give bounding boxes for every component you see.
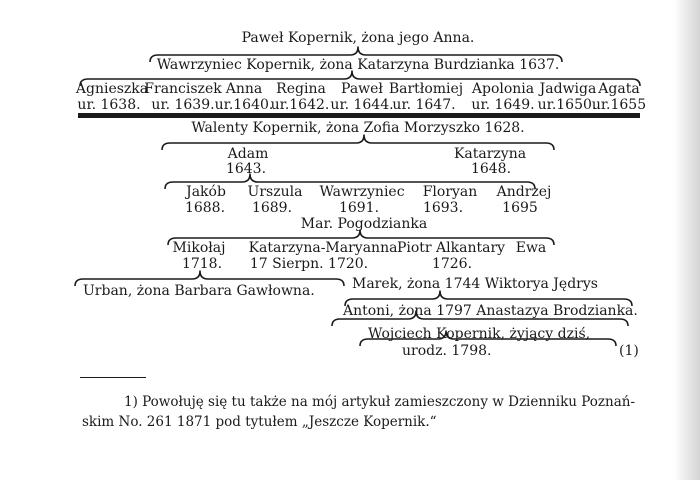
gen5-child-birth: 1695: [502, 200, 538, 216]
gen5-child-birth: 1693.: [422, 200, 464, 216]
gen3-child-birth: ur. 1649.: [471, 97, 535, 113]
gen6-child-birth: 1726.: [431, 256, 473, 272]
gen4-child-birth: 1648.: [470, 161, 512, 177]
gen8-couple: Antoni, żona 1797 Anastazya Brodzianka.: [343, 303, 638, 319]
gen3-child-name: Paweł: [341, 81, 383, 97]
gen5-child-name: Urszula: [247, 184, 303, 200]
gen3-child-name: Franciszek: [144, 81, 222, 97]
gen3-child-birth: ur. 1647.: [392, 97, 456, 113]
gen5-child-birth: 1691.: [338, 200, 380, 216]
gen3-child-birth: ur.1640.: [214, 97, 274, 113]
gen3-child-name: Apolonia: [471, 81, 535, 97]
gen3-child-birth: ur.1655: [591, 97, 647, 113]
gen3-child-name: Regina: [276, 81, 326, 97]
gen7-right-couple: Marek, żona 1744 Wiktorya Jędrys: [352, 276, 598, 292]
footnote-line-2: skim No. 261 1871 pod tytułem „Jeszcze Kopernik.“: [82, 414, 437, 430]
gen9-name: Wojciech Kopernik, żyjący dziś,: [368, 326, 591, 342]
separator-rule: [78, 113, 640, 118]
gen3-child-name: Agnieszka: [75, 81, 149, 97]
gen5-child-name: Wawrzyniec: [319, 184, 405, 200]
gen3-child-birth: ur.1642.: [270, 97, 330, 113]
gen5-child-name: Floryan: [422, 184, 478, 200]
gen3-child-birth: ur. 1639.: [151, 97, 215, 113]
gen3-child-name: Anna: [225, 81, 263, 97]
gen3-child-birth: ur. 1638.: [77, 97, 141, 113]
gen1-couple: Paweł Kopernik, żona jego Anna.: [241, 30, 475, 46]
gen5-child-birth: 1689.: [251, 200, 293, 216]
gen6-child-birth: 1718.: [181, 256, 223, 272]
gen3-child-name: Agata: [598, 81, 640, 97]
gen3-child-birth: ur. 1644.: [330, 97, 394, 113]
gen4-couple: Walenty Kopernik, żona Zofia Morzyszko 1628.: [191, 120, 525, 136]
gen6-child-name: Mikołaj: [172, 240, 226, 256]
gen2-couple: Wawrzyniec Kopernik, żona Katarzyna Burdzianka 1637.: [156, 57, 560, 73]
gen4-child-birth: 1643.: [225, 161, 267, 177]
gen6-child-name: Ewa: [515, 240, 547, 256]
gen4-child-name: Katarzyna: [453, 146, 527, 162]
gen6-child-name: Katarzyna-Maryanna: [248, 240, 398, 256]
gen3-child-name: Jadwiga: [539, 81, 597, 97]
gen4-child-name: Adam: [227, 146, 269, 162]
gen7-left-couple: Urban, żona Barbara Gawłowna.: [83, 283, 315, 299]
gen5-child-name: Jakób: [186, 184, 226, 200]
gen9-birth: urodz. 1798.: [402, 343, 492, 359]
gen6-child-birth: 17 Sierpn. 1720.: [249, 256, 369, 272]
gen3-child-name: Bartłomiej: [388, 81, 464, 97]
gen5-child-birth: 1688.: [184, 200, 226, 216]
footnote-marker: (1): [619, 343, 639, 359]
footnote-line-1: 1) Powołuję się tu także na mój artykuł zamieszczony w Dzienniku Poznań-: [124, 394, 636, 410]
gen5-child-name: Andrzej: [496, 184, 552, 200]
gen5-spouse: Mar. Pogodzianka: [300, 216, 428, 232]
gen3-child-birth: ur.1650.: [537, 97, 597, 113]
footnote-rule: [80, 377, 146, 378]
gen6-child-name: Piotr Alkantary: [396, 240, 506, 256]
